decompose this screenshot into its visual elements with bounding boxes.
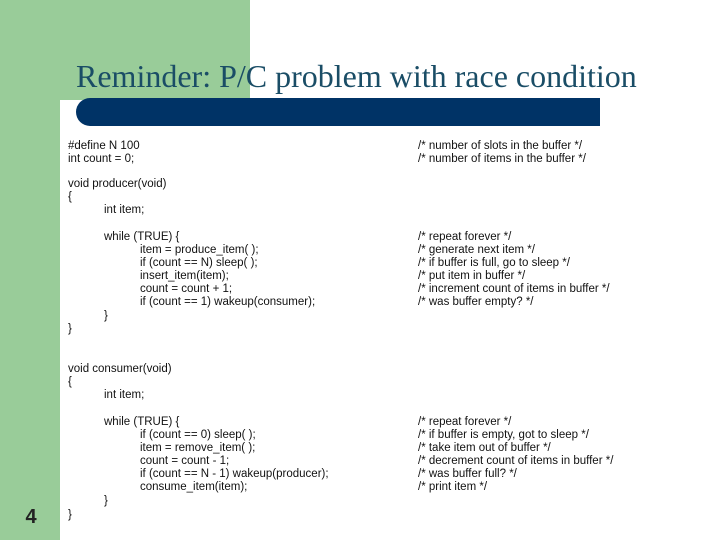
code-line: if (count == N) sleep( ); — [140, 257, 258, 269]
slide-number: 4 — [25, 506, 37, 528]
code-line: if (count == 0) sleep( ); — [140, 429, 256, 441]
code-comment: /* put item in buffer */ — [418, 270, 526, 282]
slide-title: Reminder: P/C problem with race condition — [76, 58, 637, 94]
code-comment: /* generate next item */ — [418, 244, 535, 256]
code-comment: /* repeat forever */ — [418, 231, 512, 243]
code-comment: /* was buffer full? */ — [418, 468, 517, 480]
code-line: { — [68, 191, 72, 203]
code-comment: /* repeat forever */ — [418, 416, 512, 428]
code-line: if (count == 1) wakeup(consumer); — [140, 296, 316, 308]
code-line: } — [68, 323, 72, 335]
code-comment: /* if buffer is empty, got to sleep */ — [418, 429, 589, 441]
code-line: } — [104, 310, 108, 322]
code-line: int count = 0; — [68, 153, 135, 165]
code-line: } — [68, 509, 72, 521]
code-comment: /* print item */ — [418, 481, 488, 493]
code-line: int item; — [104, 389, 145, 401]
code-line: count = count - 1; — [140, 455, 230, 467]
code-line: { — [68, 376, 72, 388]
code-comment: /* was buffer empty? */ — [418, 296, 534, 308]
code-comment: /* decrement count of items in buffer */ — [418, 455, 614, 467]
code-comment: /* if buffer is full, go to sleep */ — [418, 257, 570, 269]
code-comment: /* increment count of items in buffer */ — [418, 283, 610, 295]
code-line: #define N 100 — [68, 140, 140, 152]
code-line: count = count + 1; — [140, 283, 233, 295]
code-line: int item; — [104, 204, 145, 216]
code-line: item = produce_item( ); — [140, 244, 259, 256]
code-line: item = remove_item( ); — [140, 442, 256, 454]
code-line: void producer(void) — [68, 178, 167, 190]
code-comment: /* number of slots in the buffer */ — [418, 140, 583, 152]
code-line: while (TRUE) { — [104, 416, 180, 428]
code-line: consume_item(item); — [140, 481, 248, 493]
code-line: } — [104, 495, 108, 507]
code-line: void consumer(void) — [68, 363, 172, 375]
code-line: if (count == N - 1) wakeup(producer); — [140, 468, 329, 480]
code-line: while (TRUE) { — [104, 231, 180, 243]
code-line: insert_item(item); — [140, 270, 229, 282]
code-comment: /* take item out of buffer */ — [418, 442, 551, 454]
code-comment: /* number of items in the buffer */ — [418, 153, 586, 165]
